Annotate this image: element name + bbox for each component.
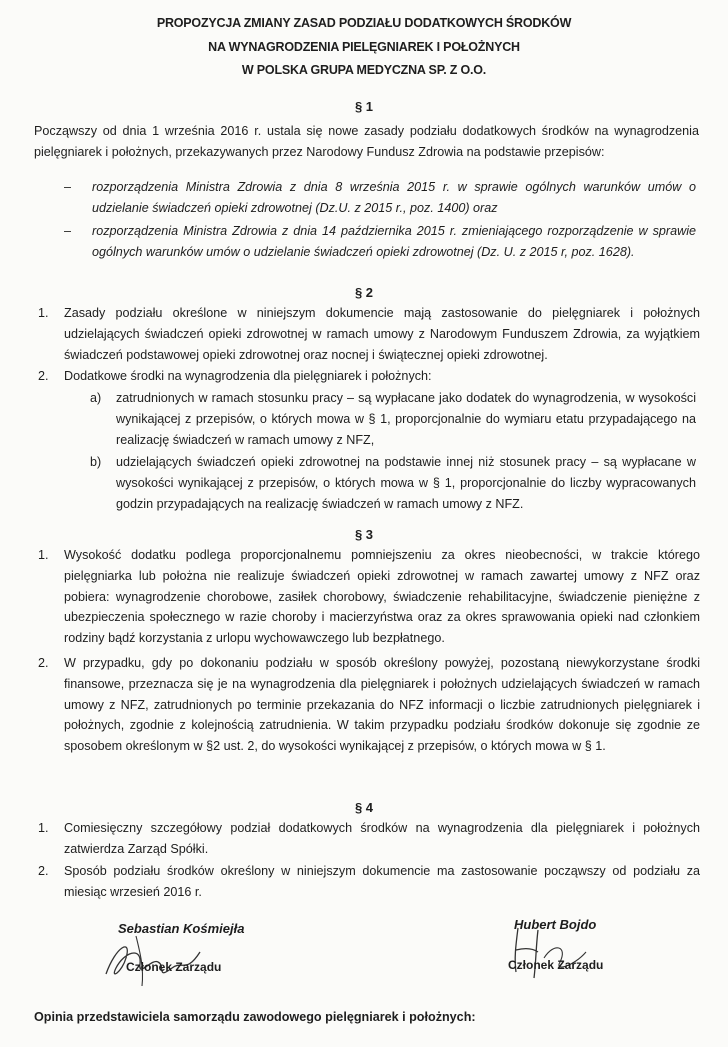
section-3-item-2-number: 2. [38, 656, 49, 670]
section-4-item-2-number: 2. [38, 864, 49, 878]
section-2-item-a: zatrudnionych w ramach stosunku pracy – są wypłacane jako dodatek do wynagrodzenia, w wysokości wynikającej z przepisów, o których mowa w § 1, proporcjonalnie do wymiaru etatu przypadającego na realizację świadczeń w ramach umowy z NFZ, [116, 391, 696, 447]
section-4-heading: § 4 [354, 800, 374, 815]
section-2-item-1: Zasady podziału określone w niniejszym dokumencie mają zastosowanie do pielęgniarek i położnych udzielających świadczeń opieki zdrowotnej w ramach umowy z Narodowym Funduszem Zdrowia, za wyjątkiem świadczeń podstawowej opieki zdrowotnej oraz nocnej i świątecznej opieki zdrowotnej. [64, 306, 700, 362]
section-2-item-b: udzielających świadczeń opieki zdrowotnej na podstawie innej niż stosunek pracy – są wypłacane w wysokości wynikającej z przepisów, o których mowa w § 1, proporcjonalnie do liczby wypracowanych godzin przypadających na realizację świadczeń w ramach umowy z NFZ. [116, 455, 696, 511]
left-signatory-role: Członek Zarządu [126, 960, 222, 974]
section-2-item-2: Dodatkowe środki na wynagrodzenia dla pielęgniarek i położnych: [64, 369, 432, 383]
right-signatory-name: Hubert Bojdo [514, 917, 597, 932]
section-3-item-2: W przypadku, gdy po dokonaniu podziału w sposób określony powyżej, pozostaną niewykorzystane środki finansowe, przeznacza się je na wynagrodzenia dla pielęgniarek i położnych udzielających świadczeń w ramach umowy z NFZ, zatrudnionych po terminie przekazania do NFZ informacji o liczbie zatrudnionych pielęgniarek i położnych, zgodnie z kolejnością zatrudnienia. W takim przypadku podziału środków dokonuje się zgodnie ze sposobem określonym w §2 ust. 2, do wysokości wynikającej z przepisów, o których mowa w § 1. [64, 656, 700, 754]
section-1-bullet-2: rozporządzenia Ministra Zdrowia z dnia 14 października 2015 r. zmieniającego rozporządzenie w sprawie ogólnych warunków umów o udzielanie świadczeń opieki zdrowotnej (Dz. U. z 2015 r, poz. 1628). [92, 224, 696, 259]
left-signatory-name: Sebastian Kośmiejła [118, 921, 245, 936]
section-2-item-b-label: b) [90, 455, 102, 469]
section-3-heading: § 3 [354, 527, 374, 542]
opinion-label: Opinia przedstawiciela samorządu zawodowego pielęgniarek i położnych: [34, 1010, 476, 1024]
section-1-bullet-2-dash: – [64, 224, 72, 238]
section-1-heading: § 1 [354, 99, 374, 114]
section-3-item-1: Wysokość dodatku podlega proporcjonalnemu pomniejszeniu za okres nieobecności, w trakcie którego pielęgniarka lub położna nie realizuje świadczeń opieki zdrowotnej w ramach zawartej umowy z NFZ oraz pobiera: wynagrodzenie chorobowe, zasiłek chorobowy, świadczenie rehabilitacyjne, świadczenie pieniężne z ubezpieczenia społecznego w razie choroby i macierzyństwa oraz za okres sprawowania opieki nad członkiem rodziny bądź korzystania z urlopu wychowawczego lub bezpłatnego. [64, 548, 700, 646]
document-title-line-2: NA WYNAGRODZENIA PIELĘGNIAREK I POŁOŻNYCH [208, 40, 520, 54]
section-4-item-2: Sposób podziału środków określony w niniejszym dokumencie ma zastosowanie począwszy od podziału za miesiąc wrzesień 2016 r. [64, 864, 700, 899]
section-1-intro: Począwszy od dnia 1 września 2016 r. ustala się nowe zasady podziału dodatkowych środków na wynagrodzenia pielęgniarek i położnych, przekazywanych przez Narodowy Fundusz Zdrowia na podstawie przepisów: [34, 124, 699, 159]
document-title-line-1: PROPOZYCJA ZMIANY ZASAD PODZIAŁU DODATKOWYCH ŚRODKÓW [156, 16, 572, 30]
right-handwritten-signature [494, 922, 604, 984]
section-1-bullet-1: rozporządzenia Ministra Zdrowia z dnia 8 września 2015 r. w sprawie ogólnych warunków umów o udzielanie świadczeń opieki zdrowotnej (Dz.U. z 2015 r., poz. 1400) oraz [92, 180, 696, 215]
section-2-heading: § 2 [354, 285, 374, 300]
section-4-item-1-number: 1. [38, 821, 49, 835]
section-2-item-1-number: 1. [38, 306, 49, 320]
left-handwritten-signature [96, 928, 216, 990]
document-title-line-3: W POLSKA GRUPA MEDYCZNA SP. Z O.O. [241, 63, 487, 77]
section-2-item-a-label: a) [90, 391, 102, 405]
section-4-item-1: Comiesięczny szczegółowy podział dodatkowych środków na wynagrodzenia dla pielęgniarek i położnych zatwierdza Zarząd Spółki. [64, 821, 700, 856]
section-1-bullet-1-dash: – [64, 180, 72, 194]
section-3-item-1-number: 1. [38, 548, 49, 562]
right-signatory-role: Członek Zarządu [508, 958, 604, 972]
section-2-item-2-number: 2. [38, 369, 49, 383]
